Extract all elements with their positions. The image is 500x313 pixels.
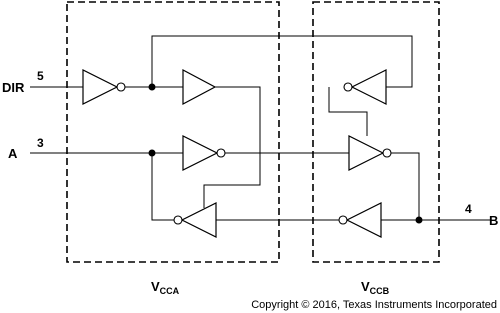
b-pin-label: B	[489, 213, 499, 228]
b-side-output-inverter-bubble	[383, 149, 391, 157]
b-domain-dir-inverter-gate	[352, 70, 386, 104]
b-domain-dir-inverter-bubble	[344, 83, 352, 91]
a-side-enable-wire	[204, 87, 260, 208]
dir-pin-number: 5	[37, 69, 44, 83]
a-pin-label: A	[8, 146, 18, 161]
dir-inverter-bubble	[117, 83, 125, 91]
b-junction-dot	[416, 217, 423, 224]
b-side-output-inverter-gate	[349, 136, 383, 170]
b-input-inverter-bubble	[339, 216, 347, 224]
dir-inverter-gate	[83, 70, 117, 104]
b-pin-number: 4	[465, 202, 472, 216]
copyright-text: Copyright © 2016, Texas Instruments Incorporated	[251, 299, 497, 311]
a-pin-number: 3	[37, 136, 44, 150]
a-junction-dot	[149, 150, 156, 157]
vccb-label	[361, 279, 390, 296]
dir-buffer-gate	[183, 70, 215, 104]
vcca-label	[151, 279, 180, 296]
vccb-subscript: CCB	[369, 286, 390, 296]
a-to-b-inverter-gate	[183, 136, 217, 170]
vcca-main-text: V	[151, 279, 160, 294]
b-input-inverter-gate	[347, 203, 381, 237]
vcca-domain-box	[67, 2, 279, 262]
a-return-wire	[152, 153, 174, 220]
vcca-subscript: CCA	[159, 286, 180, 296]
b-to-a-inverter-gate	[182, 203, 216, 237]
a-to-b-inverter-bubble	[217, 149, 225, 157]
b-side-enable-wire	[329, 87, 367, 136]
dir-pin-label: DIR	[2, 80, 25, 95]
wires	[30, 36, 490, 220]
dir-junction-dot	[149, 84, 156, 91]
vccb-main-text: V	[361, 279, 370, 294]
b-output-wire	[391, 153, 419, 220]
b-to-a-inverter-bubble	[174, 216, 182, 224]
